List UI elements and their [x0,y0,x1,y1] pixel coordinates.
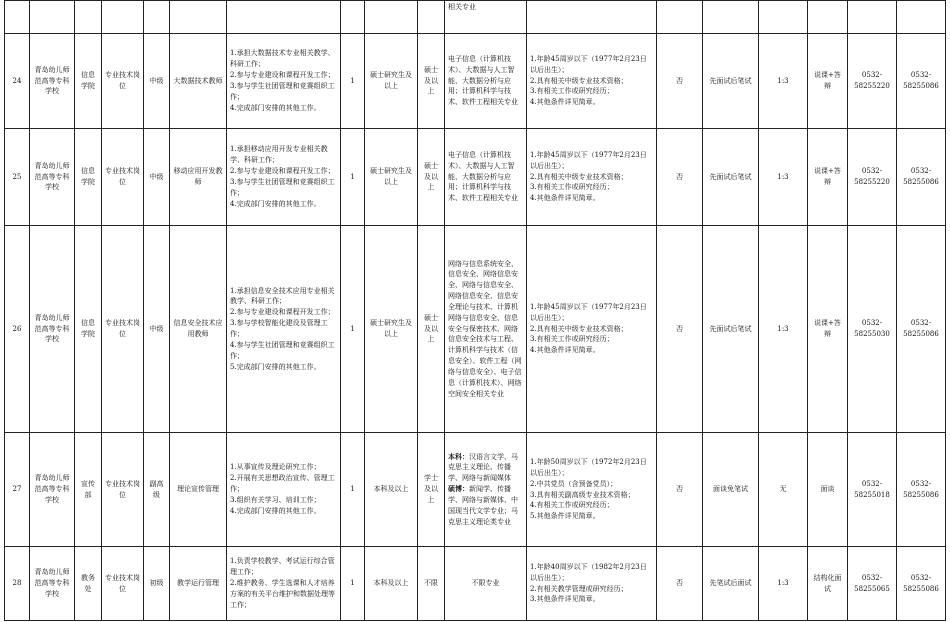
cell-level: 初级 [144,547,170,621]
cell-exam-method: 先面试后笔试 [703,34,759,129]
cell-degree: 硕士及以上 [418,226,445,433]
cell-count: 1 [341,547,365,621]
cell-duties-line: 1.负责学校教学、考试运行综合管理工作； [230,557,335,577]
cell-phone2: 0532-58255086 [897,547,946,621]
major-graduate-label: 硕博： [448,484,469,494]
cell-empty [418,1,445,34]
major-graduate [448,484,523,527]
cell-duties-line: 3.组织有关学习、培训工作； [230,495,321,504]
cell-phone2: 0532-58255086 [897,433,946,547]
cell-requirements-line: 3.有相关工作或研究经历； [530,183,614,192]
major-graduate-text: 新闻学、传播学、网络与新媒体、中国现当代文学专业；马克思主义理论类专业 [448,485,518,526]
cell-school: 青岛幼儿师范高等专科学校 [30,433,75,547]
cell-no: 26 [5,226,30,433]
cell-level: 副高级 [144,433,170,547]
cell-post-type: 专业技术岗位 [102,226,144,433]
cell-duties [227,226,341,433]
cell-requirements-line: 2.中共党员（含预备党员）； [530,479,618,488]
cell-duties-line: 1.从事宣传及理论研究工作； [230,463,321,472]
cell-duties-line: 4.完成部门安排的其他工作。 [230,506,321,515]
cell-requirements-line: 3.有相关工作或研究经历； [530,87,614,96]
cell-other: 否 [657,129,703,226]
cell-phone1: 0532-58255220 [848,34,897,129]
cell-degree: 硕士及以上 [418,34,445,129]
table-row [5,226,946,433]
cell-other: 否 [657,547,703,621]
cell-education: 本科及以上 [365,433,418,547]
cell-ratio: 1:3 [759,226,808,433]
cell-empty [808,1,848,34]
cell-major [445,226,527,433]
cell-other: 否 [657,34,703,129]
cell-major [445,433,527,547]
cell-requirements-line: 5.其他条件详见简章。 [530,512,600,521]
cell-requirements-line: 2.具有相关中级专业技术资格； [530,324,628,333]
cell-phone1: 0532-58255030 [848,226,897,433]
table-body [5,1,946,621]
cell-exam-method: 先笔试后面试 [703,547,759,621]
cell-count: 1 [341,226,365,433]
cell-requirements-line: 4.其他条件详见简章。 [530,346,600,355]
table-row-top [5,1,946,34]
cell-degree: 学士及以上 [418,433,445,547]
cell-school: 青岛幼儿师范高等专科学校 [30,129,75,226]
cell-requirements-line: 4.其他条件详见简章。 [530,194,600,203]
cell-major-line: 不限专业 [471,579,500,588]
cell-phone1: 0532-58255220 [848,129,897,226]
table-row [5,547,946,621]
cell-major [445,547,527,621]
cell-empty [5,1,30,34]
cell-interview: 结构化面试 [808,547,848,621]
cell-duties-line: 1.承担信息安全技术应用专业相关教学、科研工作； [230,286,335,306]
cell-empty [102,1,144,34]
cell-requirements-line: 2.有相关教学管理或研究经历； [530,584,628,593]
cell-duties [227,129,341,226]
cell-duties-line: 4.完成部门安排的其他工作。 [230,103,321,112]
cell-empty [897,1,946,34]
cell-empty [30,1,75,34]
cell-degree: 不限 [418,547,445,621]
cell-empty [703,1,759,34]
cell-count: 1 [341,129,365,226]
cell-no: 24 [5,34,30,129]
cell-empty [657,1,703,34]
cell-requirements-line: 1.年龄45周岁以下（1977年2月23日以后出生）； [530,302,647,322]
cell-phone1: 0532-58255065 [848,547,897,621]
cell-requirements [527,547,657,621]
cell-duties-line: 3.参与学校智能化建设及管理工作； [230,319,328,338]
cell-post-name: 教学运行管理 [170,547,227,621]
cell-requirements-line: 1.年龄45周岁以下（1977年2月23日以后出生）； [530,150,647,170]
cell-duties-line: 1.承担大数据技术专业相关教学、科研工作； [230,49,335,69]
cell-empty [144,1,170,34]
cell-requirements [527,433,657,547]
cell-dept: 教务处 [75,547,102,621]
cell-interview: 说课+答辩 [808,226,848,433]
cell-no: 27 [5,433,30,547]
cell-phone2: 0532-58255086 [897,129,946,226]
cell-duties-line: 2.参与专业建设和课程开发工作； [230,308,335,317]
cell-requirements [527,129,657,226]
cell-post-name: 理论宣传管理 [170,433,227,547]
cell-requirements-line: 2.具有相关中级专业技术资格； [530,76,628,85]
cell-count: 1 [341,34,365,129]
cell-level: 中级 [144,226,170,433]
cell-other: 否 [657,226,703,433]
cell-requirements-line: 3.具有相关副高级专业技术资格； [530,490,635,499]
table-row [5,129,946,226]
cell-ratio: 1:3 [759,34,808,129]
cell-phone2: 0532-58255086 [897,34,946,129]
cell-major-line: 网络与信息系统安全、信息安全、网络信息安全、网络与信息安全、网络信息安全、信息安全理论与技术、计算机网络与信息安全、信息安全与保密技术、网络信息安全技术与工程、计算机科学与技术（信息安全）、软件工程（网络与信息安全）、电子信息（计算机技术）、网络空间安全相关专业 [448,259,522,398]
cell-duties-line: 3.参与学生社团管理和竞赛组织工作； [230,82,335,101]
cell-duties-line: 4.完成部门安排的其他工作。 [230,199,321,208]
cell-post-name: 信息安全技术应用教师 [170,226,227,433]
cell-empty [227,1,341,34]
cell-empty [527,1,657,34]
table-row [5,34,946,129]
cell-dept: 信息学院 [75,226,102,433]
cell-no: 28 [5,547,30,621]
cell-post-name: 移动应用开发教师 [170,129,227,226]
cell-education: 硕士研究生及以上 [365,226,418,433]
cell-count: 1 [341,433,365,547]
cell-duties-line: 2.参与专业建设和课程开发工作； [230,71,335,80]
cell-empty [341,1,365,34]
cell-dept: 信息学院 [75,129,102,226]
cell-education: 硕士研究生及以上 [365,34,418,129]
major-undergrad [448,452,523,485]
cell-duties-line: 1.承担移动应用开发专业相关教学、科研工作； [230,145,328,165]
cell-interview: 面谈 [808,433,848,547]
cell-duties-line: 4.参与学生社团管理和竞赛组织工作； [230,340,335,360]
cell-requirements-line: 1.年龄40周岁以下（1982年2月23日以后出生）； [530,562,647,582]
cell-school: 青岛幼儿师范高等专科学校 [30,547,75,621]
cell-ratio: 无 [759,433,808,547]
cell-dept: 信息学院 [75,34,102,129]
cell-major [445,34,527,129]
cell-requirements-line: 4.其他条件详见简章。 [530,98,600,107]
cell-requirements-line: 3.有相关工作或研究经历； [530,335,614,344]
recruitment-table [4,0,946,621]
cell-requirements [527,34,657,129]
cell-major [445,129,527,226]
cell-major-line: 电子信息（计算机技术）、大数据与人工智能、大数据分析与应用；计算机科学与技术、软件工程相关专业 [448,150,518,203]
cell-duties-line: 2.维护教务、学生选课和人才培养方案的有关平台维护和数据处理等工作； [230,579,335,609]
cell-level: 中级 [144,34,170,129]
cell-school: 青岛幼儿师范高等专科学校 [30,226,75,433]
cell-post-type: 专业技术岗位 [102,433,144,547]
cell-school: 青岛幼儿师范高等专科学校 [30,34,75,129]
cell-major-line: 电子信息（计算机技术）、大数据与人工智能、大数据分析与应用；计算机科学与技术、软件工程相关专业 [448,54,518,107]
table-row [5,433,946,547]
cell-ratio: 1:3 [759,129,808,226]
cell-post-type: 专业技术岗位 [102,129,144,226]
cell-duties-line: 2.参与专业建设和课程开发工作； [230,167,335,176]
major-undergrad-label: 本科： [448,451,469,461]
cell-requirements-line: 3.其他条件详见简章。 [530,595,600,604]
cell-requirements-line: 2.具有相关中级专业技术资格； [530,172,628,181]
cell-exam-method: 面谈免笔试 [703,433,759,547]
cell-empty [759,1,808,34]
cell-duties-line: 3.参与学生社团管理和竞赛组织工作； [230,178,335,197]
cell-exam-method: 先面试后笔试 [703,129,759,226]
cell-requirements-line: 1.年龄45周岁以下（1977年2月23日以后出生）； [530,54,647,74]
cell-duties-line: 2.开展有关思想政治宣传、管理工作； [230,474,335,494]
cell-empty [365,1,418,34]
cell-duties [227,34,341,129]
cell-phone1: 0532-58255018 [848,433,897,547]
cell-empty [848,1,897,34]
cell-ratio: 1:3 [759,547,808,621]
cell-level: 中级 [144,129,170,226]
cell-duties [227,547,341,621]
cell-requirements-line: 1.年龄50周岁以下（1972年2月23日以后出生）； [530,457,647,477]
cell-education: 硕士研究生及以上 [365,129,418,226]
major-undergrad-text: 汉语言文学、马克思主义理论、传播学、网络与新闻媒体 [448,452,518,483]
cell-duties [227,433,341,547]
cell-dept: 宣传部 [75,433,102,547]
cell-major: 相关专业 [445,1,527,34]
cell-requirements [527,226,657,433]
cell-post-type: 专业技术岗位 [102,547,144,621]
cell-education: 本科及以上 [365,547,418,621]
cell-empty [170,1,227,34]
cell-no: 25 [5,129,30,226]
cell-interview: 说课+答辩 [808,34,848,129]
cell-exam-method: 先面试后笔试 [703,226,759,433]
cell-other: 否 [657,433,703,547]
cell-interview: 说课+答辩 [808,129,848,226]
cell-duties-line: 5.完成部门安排的其他工作。 [230,362,321,371]
cell-post-name: 大数据技术教师 [170,34,227,129]
cell-post-type: 专业技术岗位 [102,34,144,129]
cell-requirements-line: 4.有相关工作或研究经历； [530,501,614,510]
cell-degree: 硕士及以上 [418,129,445,226]
cell-phone2: 0532-58255086 [897,226,946,433]
cell-empty [75,1,102,34]
